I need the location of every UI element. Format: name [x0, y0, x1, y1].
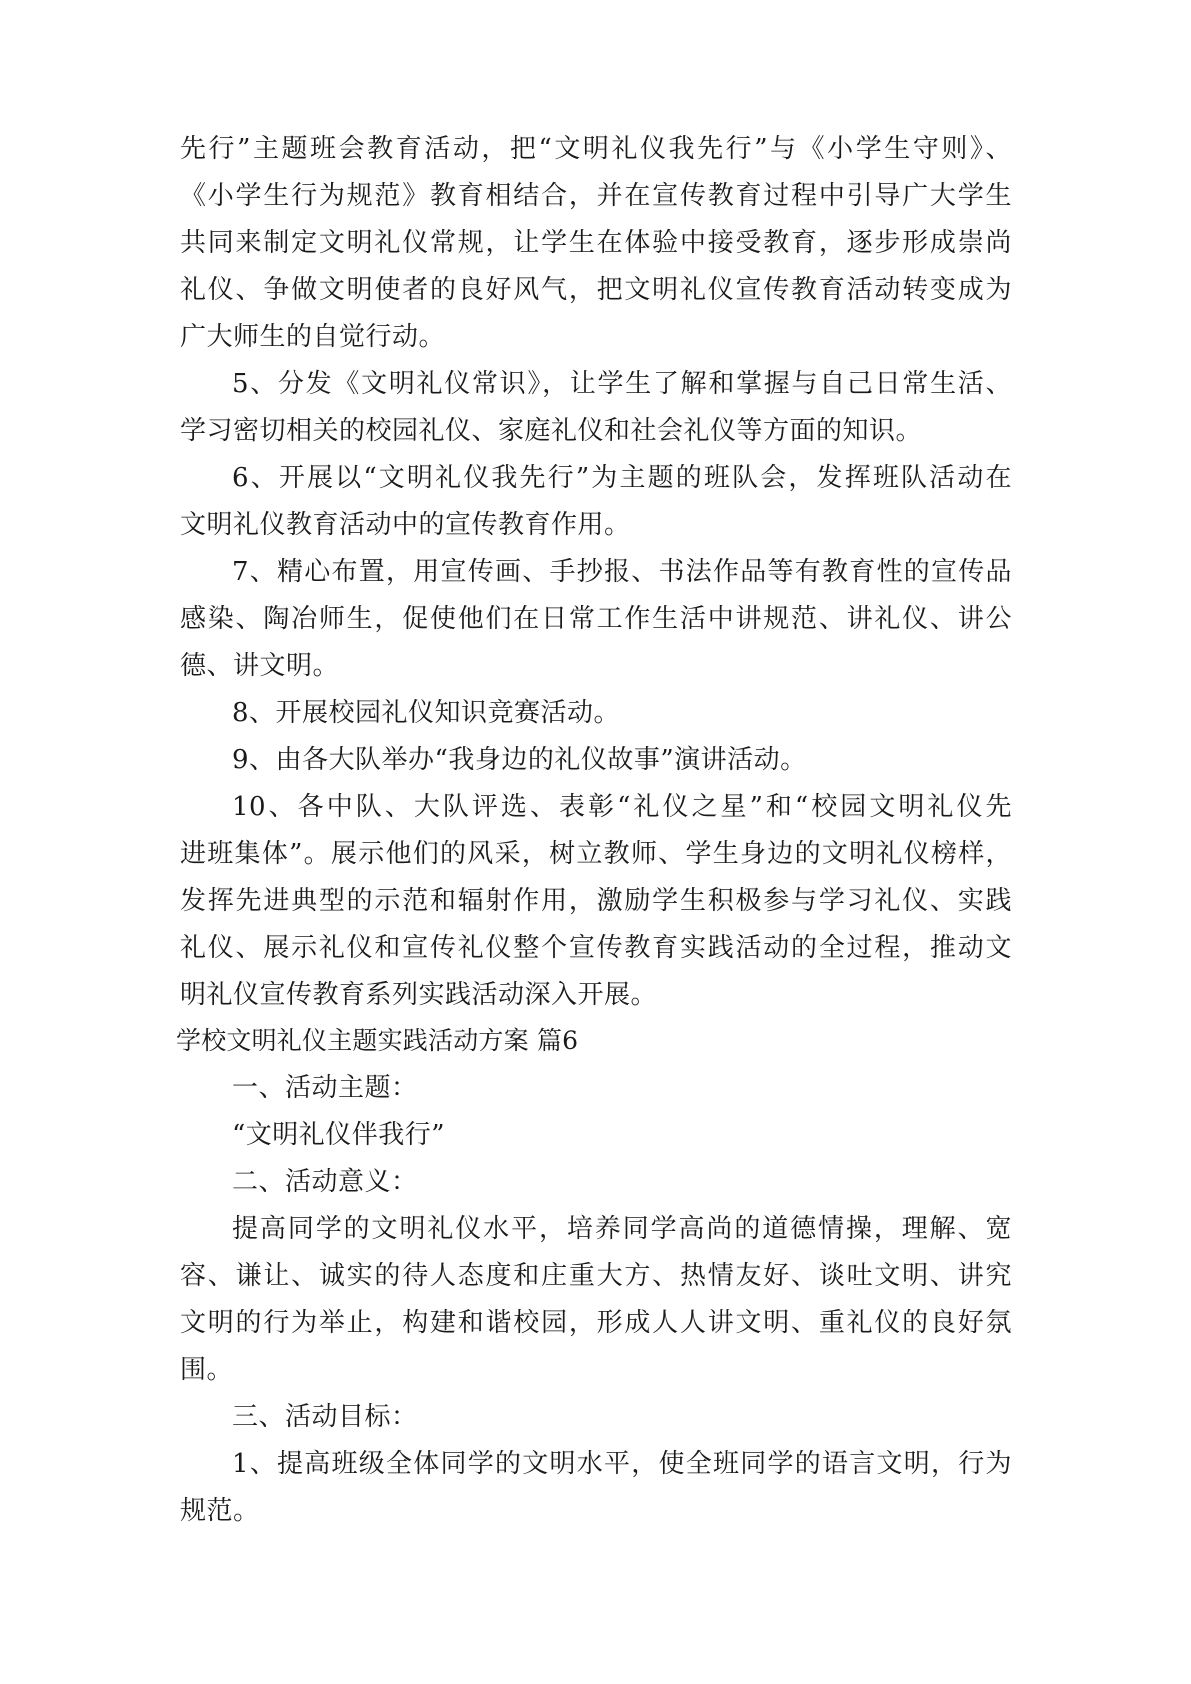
heading-activity-goal: 三、活动目标： [232, 1402, 418, 1432]
paragraph-line: 文明礼仪教育活动中的宣传教育作用。 [180, 510, 631, 540]
paragraph-line: 围。 [180, 1355, 234, 1385]
paragraph-line: 礼仪、展示礼仪和宣传礼仪整个宣传教育实践活动的全过程，推动文 [180, 933, 1012, 963]
paragraph-line: 共同来制定文明礼仪常规，让学生在体验中接受教育，逐步形成崇尚 [180, 228, 1012, 258]
paragraph-line: 提高同学的文明礼仪水平，培养同学高尚的道德情操，理解、宽 [232, 1214, 1012, 1244]
paragraph-line: 先行”主题班会教育活动，把“文明礼仪我先行”与《小学生守则》、 [180, 134, 1012, 164]
paragraph-line: 德、讲文明。 [180, 651, 340, 681]
paragraph-line: 感染、陶冶师生，促使他们在日常工作生活中讲规范、讲礼仪、讲公 [180, 604, 1012, 634]
list-item-5: 5、分发《文明礼仪常识》，让学生了解和掌握与自己日常生活、 [232, 369, 1012, 399]
paragraph-line: 明礼仪宣传教育系列实践活动深入开展。 [180, 980, 658, 1010]
paragraph-line: 学习密切相关的校园礼仪、家庭礼仪和社会礼仪等方面的知识。 [180, 416, 923, 446]
paragraph-line: 《小学生行为规范》教育相结合，并在宣传教育过程中引导广大学生 [180, 181, 1012, 211]
paragraph-line: 进班集体”。展示他们的风采，树立教师、学生身边的文明礼仪榜样， [180, 839, 1012, 869]
paragraph-line: 规范。 [180, 1496, 260, 1526]
paragraph-line: 发挥先进典型的示范和辐射作用，激励学生积极参与学习礼仪、实践 [180, 886, 1012, 916]
list-item-10: 10、各中队、大队评选、表彰“礼仪之星”和“校园文明礼仪先 [232, 792, 1012, 822]
paragraph-line: 容、谦让、诚实的待人态度和庄重大方、热情友好、谈吐文明、讲究 [180, 1261, 1012, 1291]
list-item-8: 8、开展校园礼仪知识竞赛活动。 [232, 698, 621, 728]
activity-theme-text: “文明礼仪伴我行” [232, 1120, 446, 1150]
list-item-7: 7、精心布置，用宣传画、手抄报、书法作品等有教育性的宣传品 [232, 557, 1012, 587]
paragraph-line: 广大师生的自觉行动。 [180, 322, 446, 352]
heading-activity-theme: 一、活动主题： [232, 1073, 418, 1103]
heading-activity-meaning: 二、活动意义： [232, 1167, 418, 1197]
list-item-goal-1: 1、提高班级全体同学的文明水平，使全班同学的语言文明，行为 [232, 1449, 1012, 1479]
paragraph-line: 文明的行为举止，构建和谐校园，形成人人讲文明、重礼仪的良好氛 [180, 1308, 1012, 1338]
section-title: 学校文明礼仪主题实践活动方案 篇6 [176, 1026, 579, 1055]
list-item-6: 6、开展以“文明礼仪我先行”为主题的班队会，发挥班队活动在 [232, 463, 1012, 493]
paragraph-line: 礼仪、争做文明使者的良好风气，把文明礼仪宣传教育活动转变成为 [180, 275, 1012, 305]
list-item-9: 9、由各大队举办“我身边的礼仪故事”演讲活动。 [232, 745, 807, 775]
